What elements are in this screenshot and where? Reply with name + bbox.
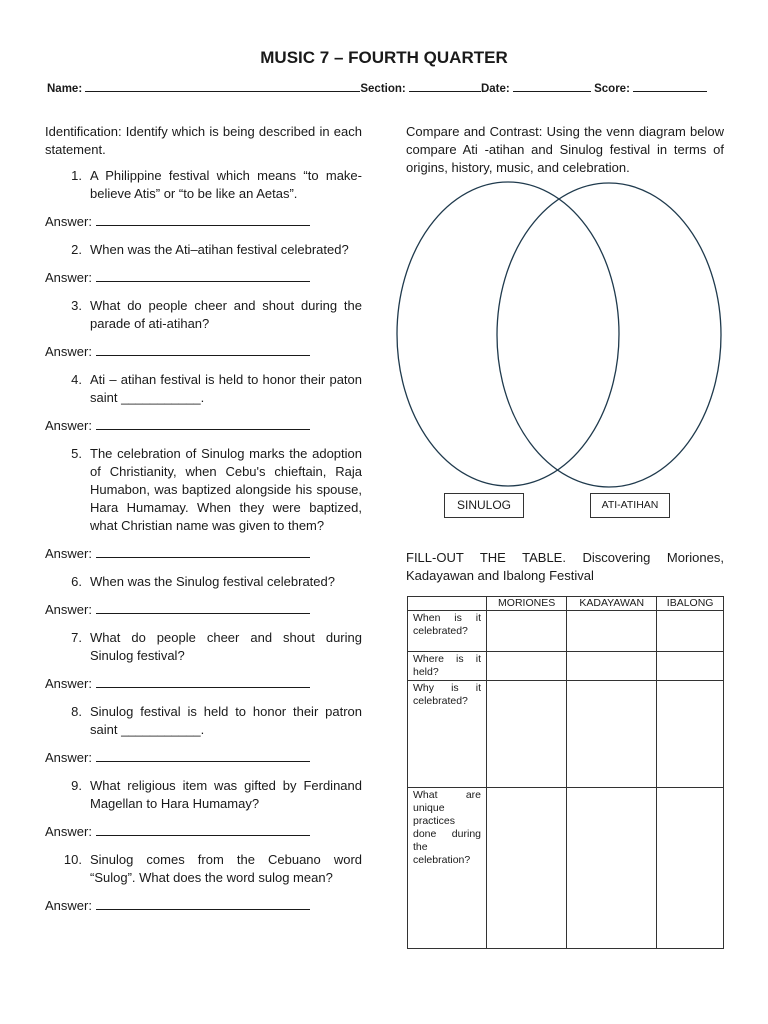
answer-cell[interactable] [657, 652, 724, 681]
question-text: What religious item was gifted by Ferdinand Magellan to Hara Humamay? [90, 778, 362, 811]
answer-label: Answer: [45, 824, 92, 839]
answer-cell[interactable] [567, 611, 657, 652]
answer-label: Answer: [45, 750, 92, 765]
answer-blank[interactable] [96, 824, 310, 836]
answer-blank[interactable] [96, 750, 310, 762]
question-number: 5. [71, 446, 82, 461]
question-number: 8. [71, 704, 82, 719]
answer-cell[interactable] [657, 681, 724, 788]
answer-row [45, 675, 362, 693]
answer-blank[interactable] [96, 344, 310, 356]
question-text: A Philippine festival which means “to make-believe Atis” or “to be like an Aetas”. [90, 168, 362, 201]
student-info-row [47, 80, 727, 95]
question-text: Ati – atihan festival is held to honor their paton saint ___________. [90, 372, 362, 405]
question-text: What do people cheer and shout during the parade of ati-atihan? [90, 298, 362, 331]
question-item [45, 703, 362, 739]
question-text: Sinulog festival is held to honor their patron saint ___________. [90, 704, 362, 737]
answer-cell[interactable] [567, 652, 657, 681]
festival-table [407, 596, 724, 949]
question-item [45, 241, 362, 259]
answer-label: Answer: [45, 898, 92, 913]
question-number: 4. [71, 372, 82, 387]
answer-row [45, 823, 362, 841]
answer-blank[interactable] [96, 214, 310, 226]
section-blank[interactable] [409, 80, 481, 92]
compare-instructions: Compare and Contrast: Using the venn diagram below compare Ati -atihan and Sinulog festival in terms of origins, history, music, and celebration. [406, 124, 724, 175]
answer-row [45, 545, 362, 563]
name-label: Name: [47, 83, 83, 95]
answer-cell[interactable] [567, 681, 657, 788]
venn-label-sinulog: SINULOG [444, 493, 524, 518]
table-corner-cell [408, 597, 487, 611]
question-text: The celebration of Sinulog marks the adoption of Christianity, when Cebu's chieftain, Raja Humabon, was baptized alongside his spouse, Hara Humamay. When they were baptized, what Christian name was given to them? [90, 446, 362, 533]
venn-label-ati-atihan: ATI-ATIHAN [590, 493, 670, 518]
question-item [45, 167, 362, 203]
identification-section [45, 123, 362, 925]
table-header-row [408, 597, 724, 611]
question-item [45, 371, 362, 407]
column-header: MORIONES [487, 597, 567, 611]
compare-section [406, 123, 724, 177]
table-row [408, 652, 724, 681]
score-label: Score: [594, 83, 630, 95]
question-item [45, 777, 362, 813]
answer-cell[interactable] [567, 788, 657, 949]
question-item [45, 629, 362, 665]
date-blank[interactable] [513, 80, 591, 92]
question-text: When was the Ati–atihan festival celebrated? [90, 242, 349, 257]
table-row [408, 681, 724, 788]
answer-label: Answer: [45, 418, 92, 433]
question-number: 3. [71, 298, 82, 313]
table-row [408, 788, 724, 949]
answer-label: Answer: [45, 602, 92, 617]
answer-blank[interactable] [96, 418, 310, 430]
question-text: When was the Sinulog festival celebrated? [90, 574, 335, 589]
venn-circle-left[interactable] [397, 182, 619, 486]
question-text: Sinulog comes from the Cebuano word “Sulog”. What does the word sulog mean? [90, 852, 362, 885]
question-number: 7. [71, 630, 82, 645]
answer-cell[interactable] [487, 611, 567, 652]
question-number: 1. [71, 168, 82, 183]
answer-label: Answer: [45, 214, 92, 229]
table-instructions: FILL-OUT THE TABLE. Discovering Moriones, Kadayawan and Ibalong Festival [406, 550, 724, 583]
row-label: What are unique practices done during the celebration? [408, 788, 487, 949]
answer-blank[interactable] [96, 898, 310, 910]
answer-row [45, 601, 362, 619]
answer-cell[interactable] [487, 788, 567, 949]
answer-blank[interactable] [96, 546, 310, 558]
row-label: Why is it celebrated? [408, 681, 487, 788]
answer-row [45, 749, 362, 767]
answer-label: Answer: [45, 344, 92, 359]
name-blank[interactable] [85, 80, 360, 92]
answer-row [45, 417, 362, 435]
question-list [45, 167, 362, 915]
date-label: Date: [480, 83, 510, 95]
answer-row [45, 213, 362, 231]
question-item [45, 851, 362, 887]
answer-row [45, 269, 362, 287]
venn-circle-right[interactable] [497, 183, 721, 487]
question-number: 6. [71, 574, 82, 589]
answer-blank[interactable] [96, 270, 310, 282]
answer-cell[interactable] [657, 611, 724, 652]
question-number: 2. [71, 242, 82, 257]
answer-row [45, 343, 362, 361]
answer-cell[interactable] [657, 788, 724, 949]
section-label: Section: [360, 83, 406, 95]
question-number: 9. [71, 778, 82, 793]
column-header: IBALONG [657, 597, 724, 611]
answer-blank[interactable] [96, 602, 310, 614]
answer-row [45, 897, 362, 915]
answer-label: Answer: [45, 270, 92, 285]
question-number: 10. [63, 852, 82, 867]
identification-instructions: Identification: Identify which is being described in each statement. [45, 124, 362, 157]
row-label: When is it celebrated? [408, 611, 487, 652]
question-item [45, 445, 362, 535]
answer-blank[interactable] [96, 676, 310, 688]
score-blank[interactable] [633, 80, 707, 92]
row-label: Where is it held? [408, 652, 487, 681]
question-item [45, 297, 362, 333]
answer-label: Answer: [45, 676, 92, 691]
answer-cell[interactable] [487, 652, 567, 681]
answer-label: Answer: [45, 546, 92, 561]
venn-diagram [395, 180, 727, 492]
question-item [45, 573, 362, 591]
table-row [408, 611, 724, 652]
answer-cell[interactable] [487, 681, 567, 788]
question-text: What do people cheer and shout during Sinulog festival? [90, 630, 362, 663]
column-header: KADAYAWAN [567, 597, 657, 611]
page-title: MUSIC 7 – FOURTH QUARTER [260, 48, 508, 67]
